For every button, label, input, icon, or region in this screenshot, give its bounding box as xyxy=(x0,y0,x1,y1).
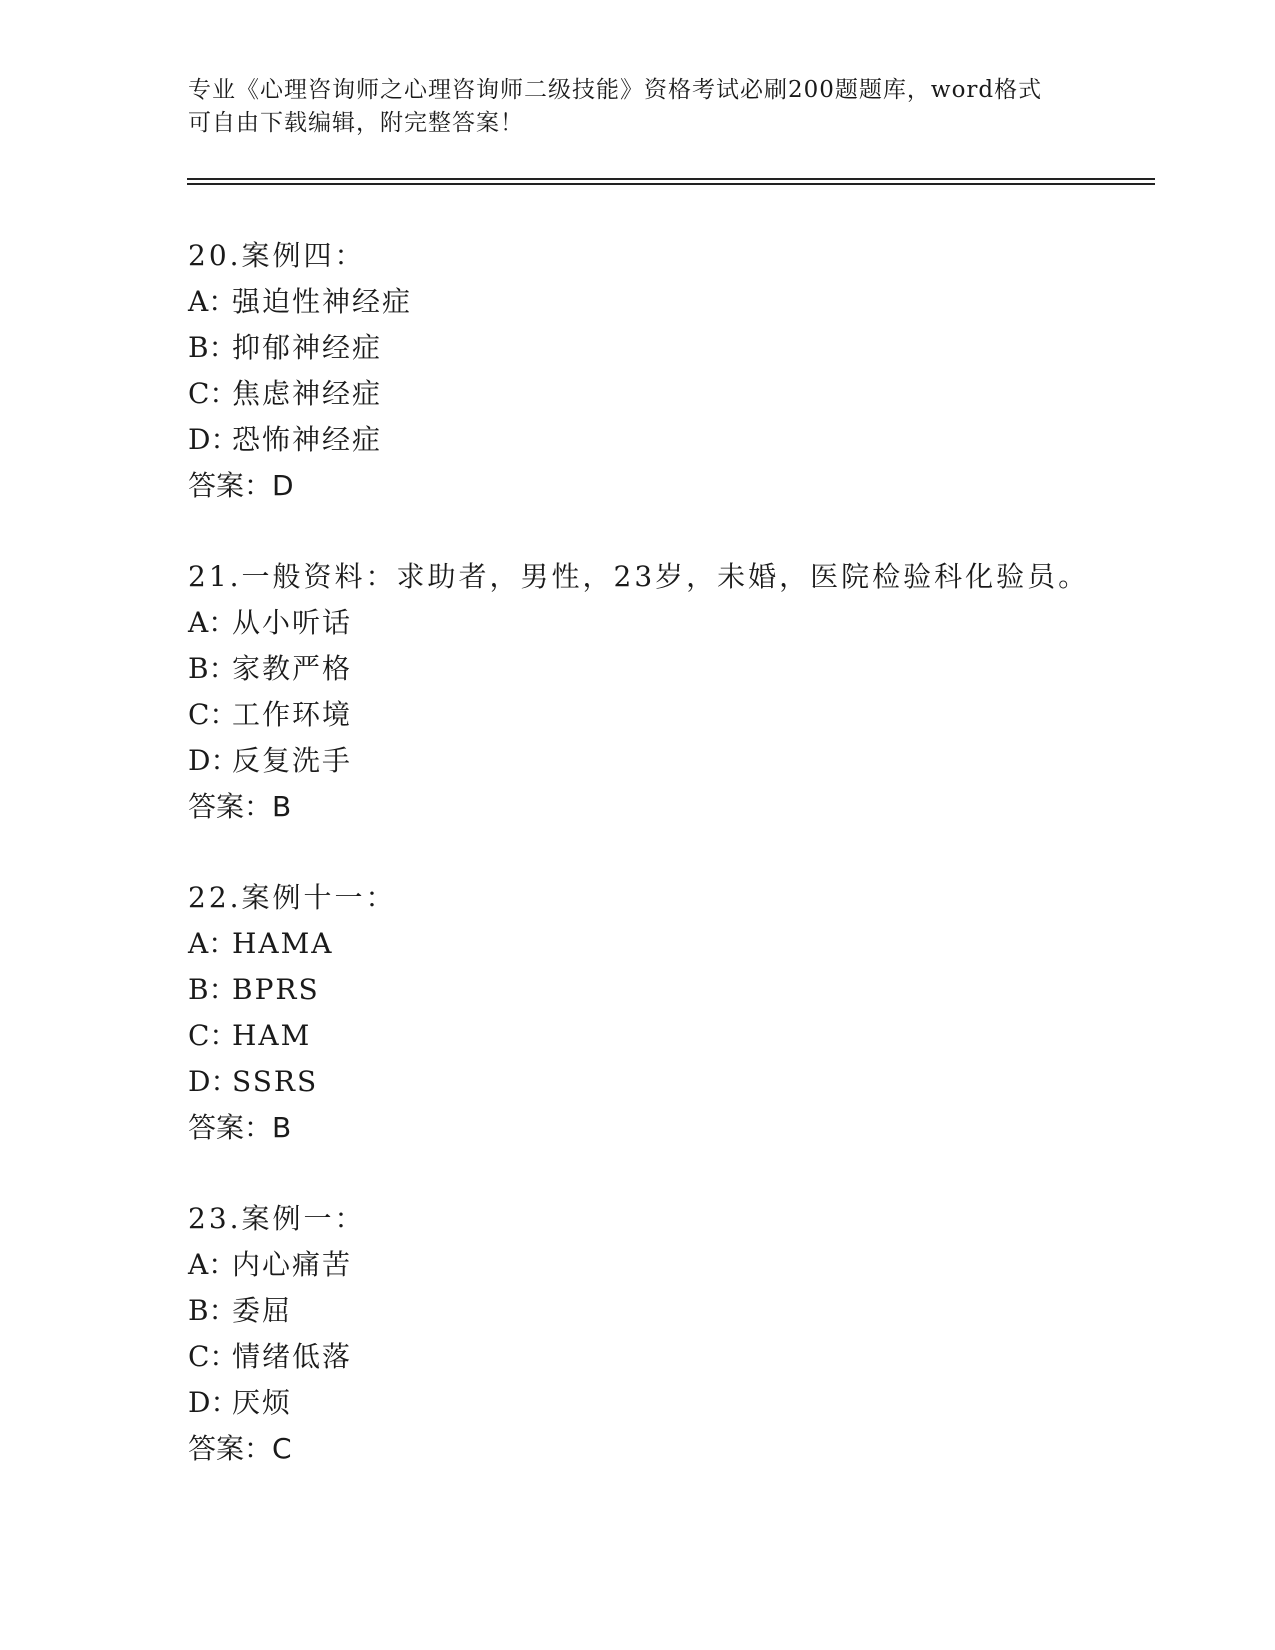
option-letter: C： xyxy=(188,377,238,410)
option-d xyxy=(188,1380,366,1426)
option-text: 工作环境 xyxy=(232,698,353,731)
option-text: BPRS xyxy=(232,973,320,1006)
option-letter: C： xyxy=(188,1019,238,1052)
option-text: 从小听话 xyxy=(232,606,353,639)
option-letter: B： xyxy=(188,973,237,1006)
option-c xyxy=(188,692,1089,738)
option-letter: B： xyxy=(188,652,237,685)
question-stem: 21.一般资料：求助者，男性，23岁，未婚，医院检验科化验员。 xyxy=(188,560,1090,593)
answer-line: 答案：B xyxy=(188,790,292,823)
option-text: 恐怖神经症 xyxy=(232,423,383,456)
option-d xyxy=(188,1059,397,1105)
answer-line: 答案：D xyxy=(188,469,294,502)
option-b xyxy=(188,1288,366,1334)
option-letter: A： xyxy=(188,1248,237,1281)
answer-line: 答案：C xyxy=(188,1432,292,1465)
option-d xyxy=(188,738,1089,784)
option-text: HAM xyxy=(232,1019,312,1052)
option-letter: D： xyxy=(188,1386,239,1419)
question-stem: 22.案例十一： xyxy=(188,881,397,914)
option-letter: B： xyxy=(188,331,237,364)
option-text: 焦虑神经症 xyxy=(232,377,383,410)
option-c xyxy=(188,1334,366,1380)
header-divider-top xyxy=(187,178,1155,180)
option-letter: A： xyxy=(188,927,237,960)
document-header xyxy=(188,74,1088,140)
option-a xyxy=(188,921,397,967)
option-a xyxy=(188,279,412,325)
option-text: 情绪低落 xyxy=(232,1340,353,1373)
option-text: 内心痛苦 xyxy=(232,1248,353,1281)
question-20 xyxy=(188,233,412,509)
option-letter: B： xyxy=(188,1294,237,1327)
option-b xyxy=(188,646,1089,692)
option-text: 强迫性神经症 xyxy=(232,285,413,318)
header-title-line-1: 专业《心理咨询师之心理咨询师二级技能》资格考试必刷200题题库，word格式 xyxy=(188,77,1043,103)
option-a xyxy=(188,1242,366,1288)
option-text: 家教严格 xyxy=(232,652,353,685)
option-d xyxy=(188,417,412,463)
option-letter: D： xyxy=(188,744,239,777)
option-c xyxy=(188,1013,397,1059)
option-letter: D： xyxy=(188,423,239,456)
option-c xyxy=(188,371,412,417)
option-text: SSRS xyxy=(232,1065,319,1098)
option-text: HAMA xyxy=(232,927,334,960)
header-title-line-2: 可自由下载编辑，附完整答案！ xyxy=(188,110,524,136)
option-letter: A： xyxy=(188,285,237,318)
option-letter: C： xyxy=(188,1340,238,1373)
option-text: 委屈 xyxy=(232,1294,293,1327)
question-23 xyxy=(188,1196,366,1472)
answer-line: 答案：B xyxy=(188,1111,292,1144)
option-text: 厌烦 xyxy=(232,1386,293,1419)
option-letter: C： xyxy=(188,698,238,731)
question-22 xyxy=(188,875,397,1151)
option-b xyxy=(188,967,397,1013)
question-21 xyxy=(188,554,1089,830)
option-text: 抑郁神经症 xyxy=(232,331,383,364)
option-letter: D： xyxy=(188,1065,239,1098)
option-text: 反复洗手 xyxy=(232,744,353,777)
option-letter: A： xyxy=(188,606,237,639)
option-a xyxy=(188,600,1089,646)
question-stem: 23.案例一： xyxy=(188,1202,366,1235)
option-b xyxy=(188,325,412,371)
header-divider-bottom xyxy=(187,183,1155,185)
question-stem: 20.案例四： xyxy=(188,239,366,272)
